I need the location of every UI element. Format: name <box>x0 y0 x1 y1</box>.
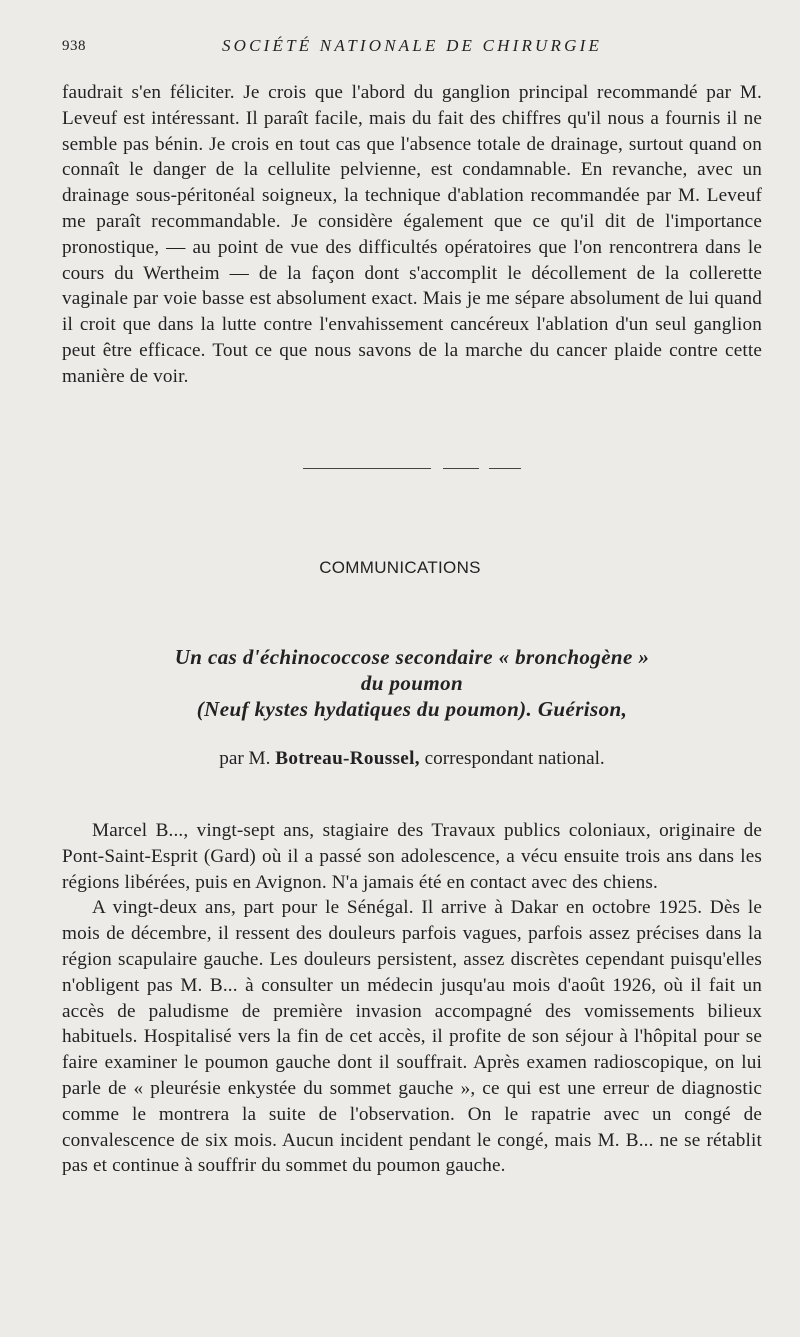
author-role: correspondant national. <box>424 748 605 769</box>
running-head <box>62 36 762 60</box>
article-body <box>62 818 762 1179</box>
journal-title: SOCIÉTÉ NATIONALE DE CHIRURGIE <box>221 36 603 55</box>
page-number: 938 <box>62 38 86 54</box>
article-title <box>62 644 762 722</box>
discussion-text <box>62 80 762 390</box>
article-title-line-2: du poumon <box>360 671 464 695</box>
body-paragraph: Marcel B..., vingt-sept ans, stagiaire des Travaux publics coloniaux, originaire de Pont-Saint-Esprit (Gard) où il a passé son adolescence, a vécu ensuite trois ans dans les régions libérées, puis en Avignon. N'a jamais été en contact avec des chiens. <box>62 820 762 893</box>
article-title-line-1: Un cas d'échinococcose secondaire « bronchogène » <box>174 645 650 669</box>
article-title-line-3: (Neuf kystes hydatiques du poumon). Guérison, <box>196 697 628 721</box>
byline-prefix: par M. <box>219 748 271 769</box>
body-paragraph: A vingt-deux ans, part pour le Sénégal. Il arrive à Dakar en octobre 1925. Dès le mois de décembre, il ressent des douleurs parfois vagues, parfois assez précises dans la région scapulaire gauche. Les douleurs persistent, assez discrètes cependant puisqu'elles n'obligent pas M. B... à consulter un médecin jusqu'au mois d'août 1926, où il fait un accès de paludisme de première invasion accompagné des vomissements bilieux habituels. Hospitalisé vers la fin de cet accès, il profite de son séjour à l'hôpital pour se faire examiner le poumon gauche dont il souffrait. Après examen radioscopique, on lui parle de « pleurésie enkystée du sommet gauche », ce qui est une erreur de diagnostic comme le montrera la suite de l'observation. On le rapatrie avec un congé de convalescence de six mois. Aucun incident pendant le congé, mais M. B... ne se rétablit pas et continue à souffrir du sommet du poumon gauche. <box>62 897 762 1177</box>
author-name: Botreau-Roussel, <box>275 748 420 769</box>
discussion-paragraph: faudrait s'en féliciter. Je crois que l'abord du ganglion principal recommandé par M. Leveuf est intéressant. Il paraît facile, mais du fait des chiffres qu'il nous a fournis il ne semble pas bénin. Je crois en tout cas que l'absence totale de drainage, surtout quand on connaît le danger de la cellulite pelvienne, est condamnable. En revanche, avec un drainage sous-péritonéal soigneux, la technique d'ablation recommandée par M. Leveuf me paraît recommandable. Je considère également que ce qu'il dit de l'importance pronostique, — au point de vue des difficultés opératoires que l'on rencontrera dans le cours du Wertheim — de la façon dont s'accomplit le décollement de la collerette vaginale par voie basse est absolument exact. Mais je me sépare absolument de lui quand il croit que dans la lutte contre l'envahissement cancéreux l'ablation d'un seul ganglion peut être efficace. Tout ce que nous savons de la marche du cancer plaide contre cette manière de voir. <box>62 82 762 387</box>
section-heading: COMMUNICATIONS <box>319 558 481 577</box>
byline <box>62 748 762 770</box>
